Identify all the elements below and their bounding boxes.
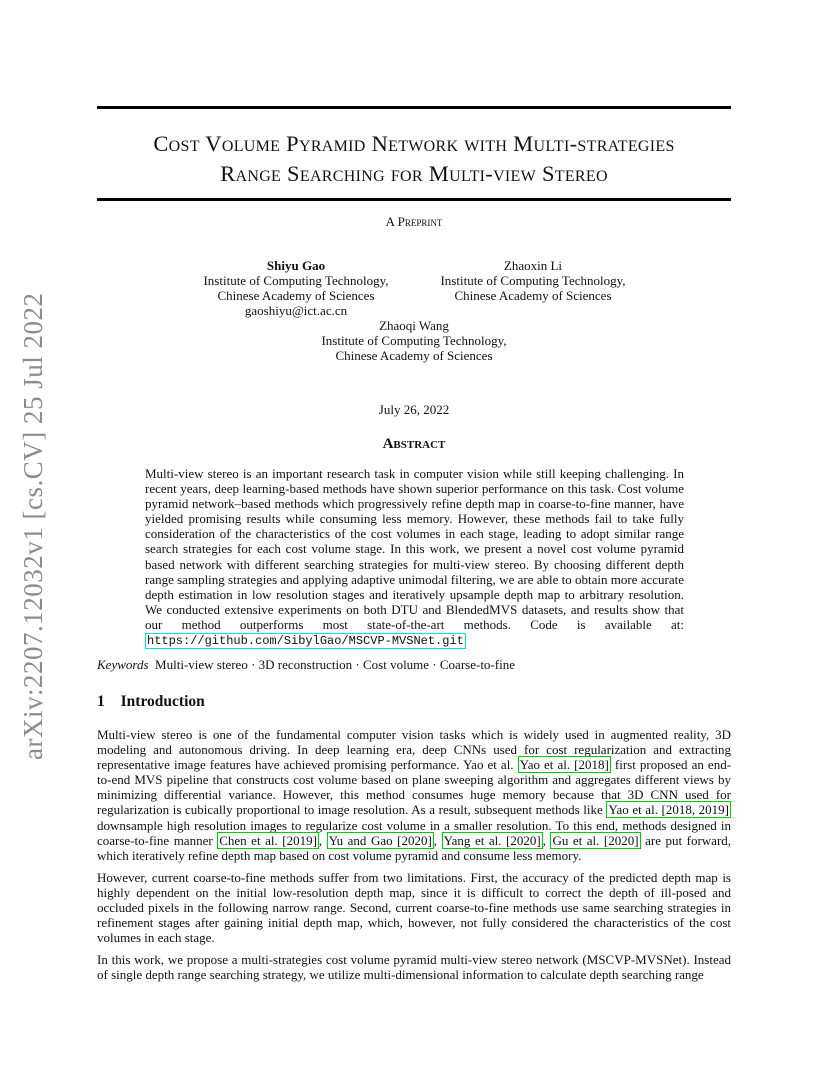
keywords-line	[97, 657, 731, 673]
introduction-body	[97, 727, 731, 990]
author-name: Zhaoqi Wang	[379, 318, 449, 333]
paragraph-text: first proposed an end-to-end MVS pipeline that constructs cost volume based on plane sweeping algorithm and aggregates different views by minimizing differential variance. However, this method consumes huge memory because that 3D CNN used for regularization is cubically proportional to image resolution. As a result, subsequent methods like	[97, 757, 732, 818]
author-affiliation: Chinese Academy of Sciences	[335, 348, 493, 363]
paper-date: July 26, 2022	[378, 402, 450, 417]
author-block-1	[186, 258, 406, 318]
section-heading-introduction	[97, 693, 205, 711]
paragraph-text: downsample high resolution images to regularize cost volume in a smaller resolution. To this end, methods designed in coarse-to-fine manner	[97, 817, 731, 848]
section-title: Introduction	[120, 693, 205, 710]
citation-link[interactable]: Yao et al. [2018]	[519, 757, 609, 773]
keywords-label: Keywords	[97, 657, 149, 672]
author-affiliation: Institute of Computing Technology,	[440, 273, 626, 288]
keywords-items: Multi-view stereo · 3D reconstruction · Cost volume · Coarse-to-fine	[155, 657, 515, 672]
title-top-rule	[97, 106, 731, 109]
author-name: Shiyu Gao	[266, 258, 326, 273]
citation-link[interactable]: Yao et al. [2018, 2019]	[608, 802, 730, 818]
preprint-label: A Preprint	[385, 214, 443, 229]
author-email[interactable]: gaoshiyu@ict.ac.cn	[244, 303, 348, 318]
citation-link[interactable]: Chen et al. [2019]	[219, 832, 317, 848]
author-affiliation: Institute of Computing Technology,	[203, 273, 389, 288]
paragraph-text: are put forward, which iteratively refine depth map based on cost volume pyramid and consume less memory.	[97, 832, 732, 863]
title-line-2: Range Searching for Multi-view Stereo	[220, 161, 608, 186]
section-number: 1	[97, 693, 105, 710]
citation-link[interactable]: Yang et al. [2020]	[443, 832, 541, 848]
author-name: Zhaoxin Li	[503, 258, 563, 273]
paper-title	[60, 129, 768, 189]
citation-link[interactable]: Yu and Gao [2020]	[328, 832, 432, 848]
abstract-heading: Abstract	[382, 436, 446, 452]
abstract-body	[145, 466, 684, 649]
author-block-3	[303, 318, 525, 363]
arxiv-id: arXiv:2207.12032v1 [cs.CV] 25 Jul 2022	[18, 292, 48, 760]
citation-link[interactable]: Gu et al. [2020]	[552, 832, 639, 848]
author-affiliation: Chinese Academy of Sciences	[217, 288, 375, 303]
author-block-2	[422, 258, 644, 303]
abstract-text: Multi-view stereo is an important research task in computer vision while still keeping challenging. In recent years, deep learning-based methods have shown superior performance on this task. Cost volume pyramid network–based methods which progressively refine depth map in coarse-to-fine manner, have yielded promising results while consuming less memory. However, these methods fail to take fully consideration of the characteristics of the cost volumes in each stage, leading to adopt similar range search strategies for each cost volume stage. In this work, we present a novel cost volume pyramid based network with different searching strategies for multi-view stereo. By choosing different depth range sampling strategies and applying adaptive unimodal filtering, we are able to obtain more accurate depth estimation in low resolution stages and iteratively upsample depth map to arbitrary resolution. We conducted extensive experiments on both DTU and BlendedMVS datasets, and results show that our method outperforms most state-of-the-art methods. Code is available at:	[145, 466, 684, 632]
title-line-1: Cost Volume Pyramid Network with Multi-strategies	[153, 131, 675, 156]
author-affiliation: Institute of Computing Technology,	[321, 333, 507, 348]
title-bottom-rule	[97, 198, 731, 201]
intro-paragraph-3: In this work, we propose a multi-strategies cost volume pyramid multi-view stereo network (MSCVP-MVSNet). Instead of single depth range searching strategy, we utilize multi-dimensional information to calculate depth searching range	[97, 952, 731, 983]
code-link[interactable]: https://github.com/SibylGao/MSCVP-MVSNet.git	[147, 634, 464, 649]
author-affiliation: Chinese Academy of Sciences	[454, 288, 612, 303]
intro-paragraph-1: Multi-view stereo is one of the fundamental computer vision tasks which is widely used in augmented reality, 3D modeling and autonomous driving. In deep learning era, deep CNNs used for cost regularization and extracting representative image features have achieved promising performance. Yao et al. Yao et al. [2018] first proposed an end-to-end MVS pipeline that constructs cost volume based on plane sweeping algorithm and aggregates different views by minimizing differential variance. However, this method consumes huge memory because that 3D CNN used for regularization is cubically proportional to image resolution. As a result, subsequent methods like Yao et al. [2018, 2019] downsample high resolution images to regularize cost volume in a smaller resolution. To this end, methods designed in coarse-to-fine manner Chen et al. [2019] , Yu and Gao [2020] , Yang et al. [2020] , Gu et al. [2020] are put forward, which iteratively refine depth map based on cost volume pyramid and consume less memory.	[97, 727, 732, 863]
paragraph-text: Multi-view stereo is one of the fundamental computer vision tasks which is widely used in augmented reality, 3D modeling and autonomous driving. In deep learning era, deep CNNs used for cost regularization and extracting representative image features have achieved promising performance. Yao et al.	[97, 727, 731, 773]
intro-paragraph-2: However, current coarse-to-fine methods suffer from two limitations. First, the accuracy of the predicted depth map is highly dependent on the initial low-resolution depth map, since it is difficult to correct the depth of ill-posed and occluded pixels in the following narrow range. Second, current coarse-to-fine methods use same searching strategies in refinement stages after gaining initial depth map, which, however, not fully considered the characteristics of the cost volumes in each stage.	[97, 869, 731, 946]
